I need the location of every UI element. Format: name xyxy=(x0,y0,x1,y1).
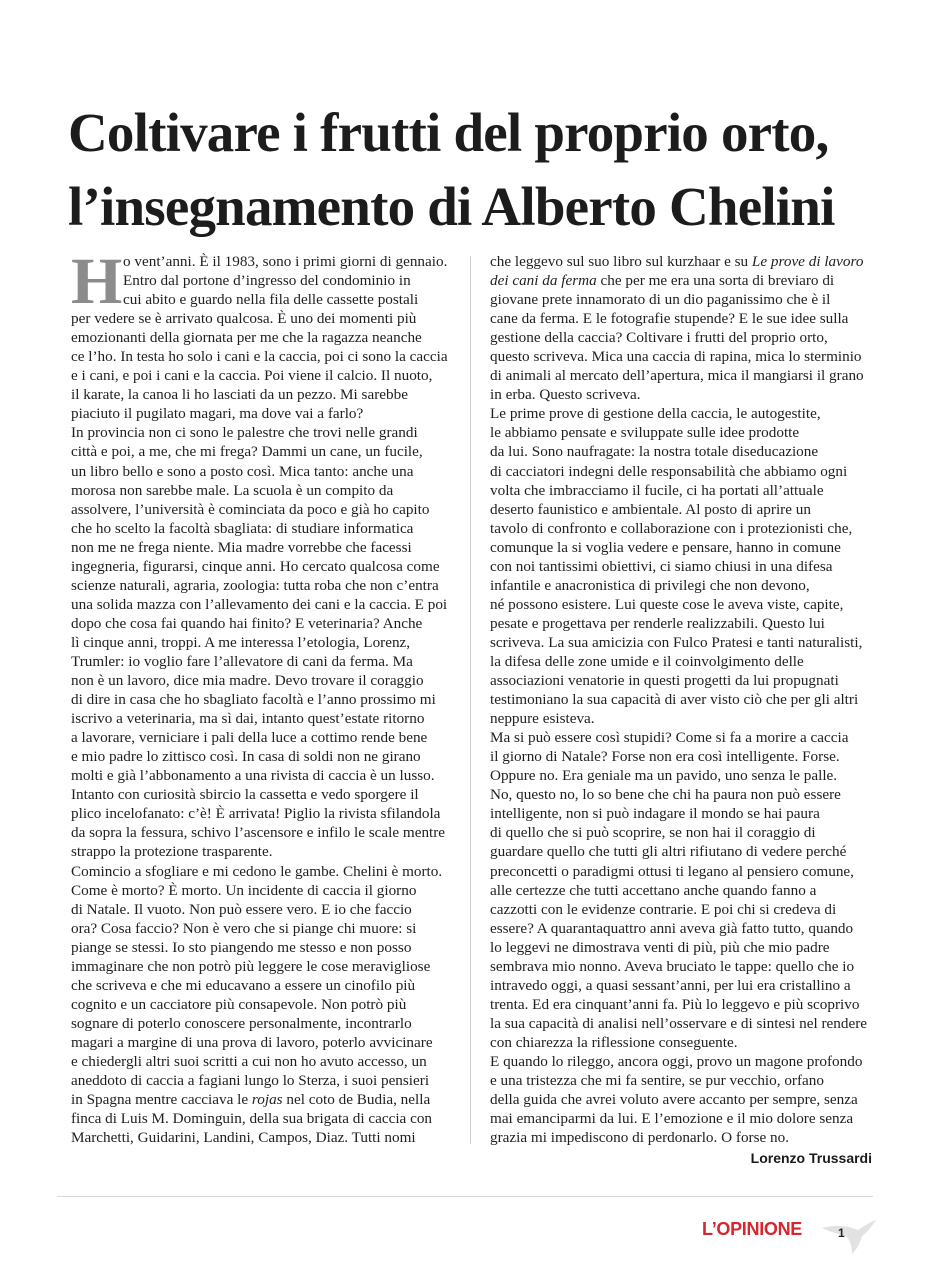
text-line: di Natale. Il vuoto. Non può essere vero. E io che faccio xyxy=(71,900,412,918)
text-line: della guida che avrei voluto avere accanto per sempre, senza xyxy=(490,1091,858,1109)
paragraph xyxy=(490,1052,876,1147)
text-line: aneddoto di caccia a fagiani lungo lo Sterza, i suoi pensieri xyxy=(71,1072,430,1090)
text-line: tavolo di confronto e collaborazione con i protezionisti che, xyxy=(490,519,853,537)
text-line: e chiedergli altri suoi scritti a cui non ho avuto accesso, un xyxy=(71,1052,427,1070)
dropcap: H xyxy=(71,245,123,318)
text-line: immaginare che non potrò più leggere le cose meravigliose xyxy=(71,957,431,975)
text-line: Trumler: io voglio fare l’allevatore di cani da ferma. Ma xyxy=(71,652,413,670)
text-line: questo scriveva. Mica una caccia di rapina, mica lo sterminio xyxy=(490,348,862,366)
text-line: infantile e anacronistica di privilegi che non devono, xyxy=(490,576,810,594)
title-line: Coltivare i frutti del proprio orto, xyxy=(68,102,829,163)
text-line: E quando lo rileggo, ancora oggi, provo un magone profondo xyxy=(490,1052,863,1070)
text-line: morosa non sarebbe male. La scuola è un compito da xyxy=(71,481,394,499)
text-line: né possono esistere. Lui queste cose le aveva viste, capite, xyxy=(490,595,844,613)
text-line: emozionanti della giornata per me che la ragazza neanche xyxy=(71,329,422,347)
left-column-body xyxy=(71,245,457,1147)
right-column xyxy=(490,252,876,1147)
text-line: Intanto con curiosità sbircio la cassetta e vedo sporgere il xyxy=(71,786,419,804)
text-line: assolvere, l’università è cominciata da poco e già ho capito xyxy=(71,500,430,518)
text-line: comunque la si voglia vedere e pensare, hanno in comune xyxy=(490,538,841,556)
text-line: da sopra la fessura, schivo l’ascensore e infilo le scale mentre xyxy=(71,824,446,842)
text-line: scriveva. La sua amicizia con Fulco Pratesi e tanti naturalisti, xyxy=(490,633,863,651)
text-line: grazia mi impediscono di perdonarlo. O forse no. xyxy=(490,1129,790,1147)
text-line: una solida mazza con l’allevamento dei cani e la caccia. E poi xyxy=(71,595,448,613)
text-line: o vent’anni. È il 1983, sono i primi giorni di gennaio. xyxy=(123,253,448,270)
author-name: Lorenzo Trussardi xyxy=(750,1150,872,1166)
text-line: in erba. Questo scriveva. xyxy=(490,386,641,404)
text-line: Come è morto? È morto. Un incidente di caccia il giorno xyxy=(71,881,417,899)
column-divider xyxy=(470,256,471,1144)
text-line: che scriveva e che mi educavano a essere un cinofilo più xyxy=(71,976,416,994)
text-line: sembrava mio nonno. Aveva bruciato le tappe: quello che io xyxy=(490,957,855,975)
text-line: con chiarezza la riflessione conseguente. xyxy=(490,1033,738,1051)
text-line: cui abito e guardo nella fila delle cassette postali xyxy=(123,291,419,309)
text-line: guardare quello che tutti gli altri rifiutano di vedere perché xyxy=(490,843,847,861)
footer-divider xyxy=(57,1196,873,1197)
text-line: associazioni venatorie in questi progetti da lui propugnati xyxy=(490,672,839,690)
text-line: Comincio a sfogliare e mi cedono le gambe. Chelini è morto. xyxy=(71,862,443,880)
text-line: preconcetti o paradigmi ottusi ti legano al pensiero comune, xyxy=(490,862,854,880)
text-line: Marchetti, Guidarini, Landini, Campos, Diaz. Tutti nomi xyxy=(71,1129,416,1147)
paragraph xyxy=(71,423,457,861)
text-line: trenta. Ed era cinquant’anni fa. Più lo leggevo e più scoprivo xyxy=(490,995,860,1013)
publication-logo: L’OPINIONE xyxy=(702,1219,803,1239)
paragraph xyxy=(71,245,457,423)
text-line: In provincia non ci sono le palestre che trovi nelle grandi xyxy=(71,424,418,442)
text-line: piaciuto il pugilato magari, ma dove vai a farlo? xyxy=(71,405,364,423)
text-line: finca di Luis M. Dominguin, della sua brigata di caccia con xyxy=(71,1110,433,1128)
text-line: plico incelofanato: c’è! È arrivata! Piglio la rivista sfilandola xyxy=(71,805,441,823)
text-line: da lui. Sono naufragate: la nostra totale diseducazione xyxy=(490,443,819,461)
text-line: gestione della caccia? Coltivare i frutti del proprio orto, xyxy=(490,329,828,347)
text-line: di animali al mercato dell’apertura, mica il mangiarsi il grano xyxy=(490,367,864,385)
left-column xyxy=(71,245,457,1147)
article-title xyxy=(68,96,888,244)
paragraph xyxy=(71,862,457,1148)
paragraph xyxy=(490,404,876,728)
text-line: e mio padre lo zittisco così. In casa di soldi non ne girano xyxy=(71,748,421,766)
text-line: deserto faunistico e ambientale. Al posto di aprire un xyxy=(490,500,811,518)
text-line: alle certezze che tutti accettano anche quando fanno a xyxy=(490,881,817,899)
text-line: lì cinque anni, troppi. A me interessa l’etologia, Lorenz, xyxy=(71,633,411,651)
bird-icon xyxy=(818,1214,878,1254)
text-line: giovane prete innamorato di un dio paganissimo che è il xyxy=(490,291,831,309)
text-line: non me ne frega niente. Mia madre vorrebbe che facessi xyxy=(71,538,412,556)
text-line: lo leggevi ne dimostrava venti di più, più che mio padre xyxy=(490,938,830,956)
text-line: di cacciatori indegni delle responsabilità che abbiamo ogni xyxy=(490,462,848,480)
text-line: per vedere se è arrivato qualcosa. È uno dei momenti più xyxy=(71,310,417,328)
text-line: che leggevo sul suo libro sul kurzhaar e su Le prove di lavoro xyxy=(490,253,864,270)
text-line: sognare di poterlo conoscere personalmente, incontrarlo xyxy=(71,1014,412,1032)
text-line: No, questo no, lo so bene che chi ha paura non può essere xyxy=(490,786,841,804)
text-line: essere? A quarantaquattro anni aveva già fatto tutto, quando xyxy=(490,919,854,937)
text-line: dopo che cosa fai quando hai finito? E veterinaria? Anche xyxy=(71,614,423,632)
text-line: cognito e un cacciatore più consapevole. Non potrò più xyxy=(71,995,407,1013)
text-line: ingegneria, figurarsi, cinque anni. Ho cercato qualcosa come xyxy=(71,557,440,575)
text-line: di dire in casa che ho sbagliato facoltà e l’anno prossimo mi xyxy=(71,691,436,709)
text-line: magari a margine di una prova di lavoro, poterlo avvicinare xyxy=(71,1033,433,1051)
text-line: ce l’ho. In testa ho solo i cani e la caccia, poi ci sono la caccia xyxy=(71,348,448,366)
text-line: Oppure no. Era geniale ma un pavido, uno senza le palle. xyxy=(490,767,838,785)
text-line: cazzotti con le evidenze contrarie. E poi chi si credeva di xyxy=(490,900,837,918)
text-line: con noi tantissimi obiettivi, ci siamo chiusi in una difesa xyxy=(490,557,833,575)
text-line: scienze naturali, agraria, zoologia: tutta roba che non c’entra xyxy=(71,576,439,594)
title-line: l’insegnamento di Alberto Chelini xyxy=(68,176,835,237)
text-line: iscrivo a veterinaria, ma sì dai, intanto quest’estate ritorno xyxy=(71,710,425,728)
text-line: il karate, la canoa li ho lasciati da un pezzo. Mi sarebbe xyxy=(71,386,408,404)
text-line: intravedo oggi, a quasi sessant’anni, per lui era cristallino a xyxy=(490,976,851,994)
text-line: Ma si può essere così stupidi? Come si fa a morire a caccia xyxy=(490,729,849,747)
text-line: e i cani, e poi i cani e la caccia. Poi viene il calcio. Il nuoto, xyxy=(71,367,433,385)
text-line: testimoniano la sua capacità di aver visto ciò che per gli altri xyxy=(490,691,859,709)
text-line: volta che imbracciamo il fucile, ci ha portati all’attuale xyxy=(490,481,824,499)
text-line: Le prime prove di gestione della caccia, le autogestite, xyxy=(490,405,821,423)
text-line: piange se stessi. Io sto piangendo me stesso e non posso xyxy=(71,938,412,956)
text-line: città e poi, a me, che mi frega? Dammi un cane, un fucile, xyxy=(71,443,423,461)
text-line: ora? Cosa faccio? Non è vero che si piange chi muore: si xyxy=(71,919,417,937)
text-line: non è un lavoro, dice mia madre. Devo trovare il coraggio xyxy=(71,672,424,690)
text-line: cane da ferma. E le fotografie stupende? E le sue idee sulla xyxy=(490,310,849,328)
text-line: dei cani da ferma che per me era una sorta di breviaro di xyxy=(490,272,835,290)
text-line: la sua capacità di analisi nell’osservare e di sintesi nel rendere xyxy=(490,1014,867,1032)
text-line: e una tristezza che mi fa sentire, se pur vecchio, orfano xyxy=(490,1072,824,1090)
text-line: mai emanciparmi da lui. E l’emozione e il mio dolore senza xyxy=(490,1110,854,1128)
text-line: pesate e progettava per renderle realizzabili. Questo lui xyxy=(490,614,825,632)
paragraph xyxy=(490,252,876,404)
text-line: il giorno di Natale? Forse non era così intelligente. Forse. xyxy=(490,748,840,766)
text-line: Entro dal portone d’ingresso del condominio in xyxy=(123,272,411,290)
text-line: in Spagna mentre cacciava le rojas nel coto de Budia, nella xyxy=(71,1091,431,1109)
text-line: neppure esisteva. xyxy=(490,710,595,728)
text-line: le abbiamo pensate e sviluppate sulle idee prodotte xyxy=(490,424,800,442)
text-line: intelligente, non si può indagare il mondo se hai paura xyxy=(490,805,820,823)
text-line: che ho scelto la facoltà sbagliata: di studiare informatica xyxy=(71,519,414,537)
right-column-body xyxy=(490,252,876,1147)
text-line: strappo la protezione trasparente. xyxy=(71,843,273,861)
paragraph xyxy=(490,728,876,1052)
text-line: molti e già l’abbonamento a una rivista di caccia è un lusso. xyxy=(71,767,435,785)
page-number: 1 xyxy=(838,1226,845,1240)
text-line: di quello che si può scoprire, se non hai il coraggio di xyxy=(490,824,816,842)
text-line: la difesa delle zone umide e il coinvolgimento delle xyxy=(490,652,804,670)
text-line: un libro bello e sono a posto così. Mica tanto: anche una xyxy=(71,462,414,480)
text-line: a lavorare, verniciare i pali della luce a cottimo rende bene xyxy=(71,729,428,747)
